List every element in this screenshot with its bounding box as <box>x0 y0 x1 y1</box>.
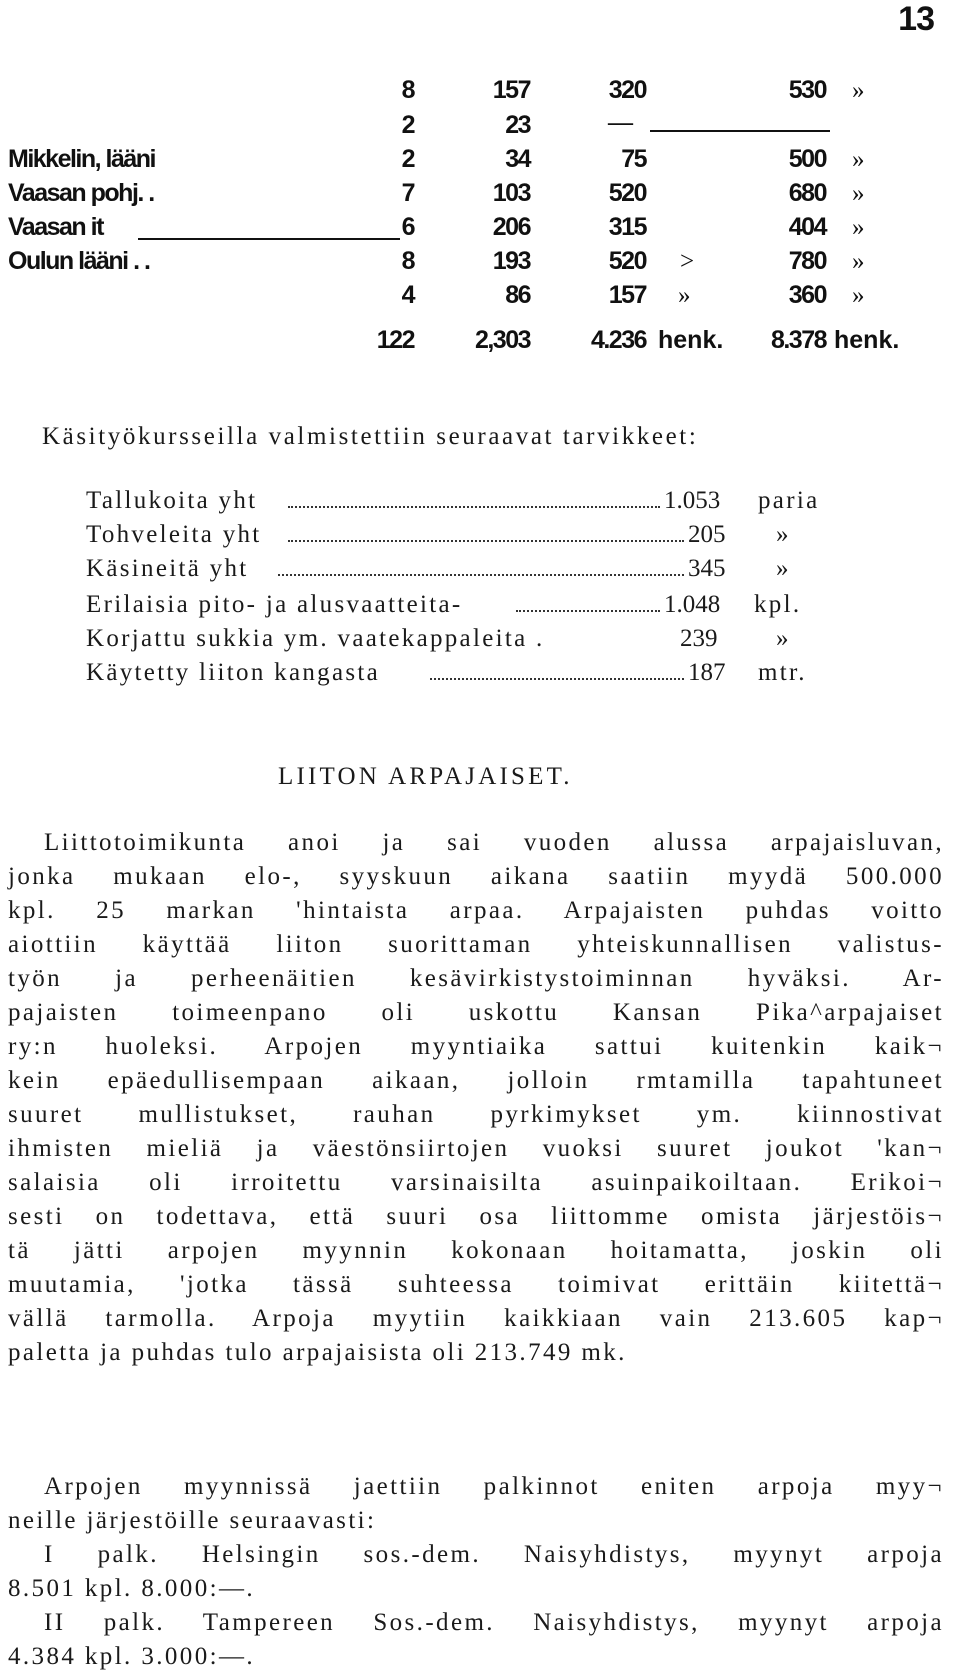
item-value: 1.053 <box>664 487 721 514</box>
item-unit: » <box>776 521 791 548</box>
table-cell: > <box>680 248 695 275</box>
leader-dots <box>278 574 684 576</box>
table-cell: 157 <box>608 281 646 309</box>
table-cell: » <box>852 180 865 207</box>
table-cell: » <box>852 146 865 173</box>
item-label: Tallukoita yht <box>86 487 258 514</box>
table-cell: 103 <box>492 179 530 207</box>
table-cell: 2 <box>401 111 414 139</box>
total-unit: henk. <box>658 326 724 354</box>
text-line: pajaisten toimeenpano oli uskottu Kansan Pika^arpajaiset <box>8 999 944 1026</box>
crafts-intro: Käsityökursseilla valmistettiin seuraavat tarvikkeet: <box>42 423 699 450</box>
table-cell: 7 <box>401 179 414 207</box>
table-cell: 320 <box>608 76 646 104</box>
table-cell: 8 <box>401 247 414 275</box>
table-cell: 157 <box>492 76 530 104</box>
item-label: Erilaisia pito- ja alusvaatteita- <box>86 591 463 618</box>
table-cell: » <box>852 248 865 275</box>
text-line: Liittotoimikunta anoi ja sai vuoden alussa arpajaisluvan, <box>44 829 944 856</box>
table-cell: 23 <box>505 111 530 139</box>
table-cell: 520 <box>608 247 646 275</box>
table-cell: 86 <box>505 281 530 309</box>
text-line: salaisia oli irroitettu varsinaisilta asuinpaikoiltaan. Erikoi¬ <box>8 1169 944 1196</box>
total-cell: 2,303 <box>474 326 530 354</box>
text-line: II palk. Tampereen Sos.-dem. Naisyhdistys, myynyt arpoja <box>44 1609 944 1636</box>
item-label: Käsineitä yht <box>86 555 249 582</box>
item-unit: mtr. <box>758 659 807 686</box>
item-value: 345 <box>688 555 726 582</box>
item-value: 1.048 <box>664 591 721 618</box>
text-line: muutamia, 'jotka tässä suhteessa toimivat erittäin kiitettä¬ <box>8 1271 944 1298</box>
page-number: 13 <box>898 0 934 38</box>
leader-dots <box>430 678 684 680</box>
row-label: Oulun lääni . . <box>8 247 150 275</box>
stats-table <box>0 0 960 400</box>
row-label: Mikkelin, lääni <box>8 145 156 173</box>
item-label: Käytetty liiton kangasta <box>86 659 381 686</box>
table-cell: » <box>678 282 691 309</box>
body-paragraph <box>8 826 944 1370</box>
item-value: 187 <box>688 659 726 686</box>
table-cell: 520 <box>608 179 646 207</box>
leader-dots <box>516 610 660 612</box>
item-unit: » <box>776 555 791 582</box>
table-cell: 6 <box>401 213 414 241</box>
table-cell: 360 <box>788 281 826 309</box>
table-cell: 404 <box>788 213 826 241</box>
table-cell: 315 <box>608 213 646 241</box>
text-line: paletta ja puhdas tulo arpajaisista oli 213.749 mk. <box>8 1339 627 1366</box>
table-cell: 4 <box>401 281 414 309</box>
table-cell: 75 <box>621 145 646 173</box>
text-line: sesti on todettava, että suuri osa liittomme omista järjestöis¬ <box>8 1203 944 1230</box>
item-label: Tohveleita yht <box>86 521 262 548</box>
table-cell: 500 <box>788 145 826 173</box>
text-line: tä jätti arpojen myynnin kokonaan hoitamatta, joskin oli <box>8 1237 944 1264</box>
text-line: kein epäedullisempaan aikaan, jolloin rmtamilla tapahtuneet <box>8 1067 944 1094</box>
text-line: kpl. 25 markan 'hintaista arpaa. Arpajaisten puhdas voitto <box>8 897 944 924</box>
table-cell: 8 <box>401 76 414 104</box>
table-cell: — <box>608 109 633 136</box>
table-rule <box>650 130 830 132</box>
total-unit: henk. <box>834 326 900 354</box>
table-cell: 780 <box>788 247 826 275</box>
table-cell: » <box>852 214 865 241</box>
table-cell: 34 <box>505 145 530 173</box>
leader-dots <box>288 506 660 508</box>
text-line: 4.384 kpl. 3.000:—. <box>8 1643 255 1670</box>
leader-dots <box>288 540 684 542</box>
table-cell: » <box>852 77 865 104</box>
text-line: vällä tarmolla. Arpoja myytiin kaikkiaan vain 213.605 kap¬ <box>8 1305 944 1332</box>
text-line: Arpojen myynnissä jaettiin palkinnot eniten arpoja myy¬ <box>44 1473 944 1500</box>
table-rule <box>138 238 400 240</box>
text-line: aiottiin käyttää liiton suorittaman yhteiskunnallisen valistus- <box>8 931 944 958</box>
text-line: ry:n huoleksi. Arpojen myyntiaika sattui kuitenkin kaik¬ <box>8 1033 944 1060</box>
item-value: 239 <box>680 625 718 652</box>
item-unit: » <box>776 625 791 652</box>
item-unit: paria <box>758 487 820 514</box>
item-unit: kpl. <box>754 591 802 618</box>
table-cell: 206 <box>492 213 530 241</box>
body-paragraph <box>8 1470 944 1674</box>
text-line: jonka mukaan elo-, syyskuun aikana saatiin myydä 500.000 <box>8 863 944 890</box>
item-label: Korjattu sukkia ym. vaatekappaleita . <box>86 625 545 652</box>
total-cell: 122 <box>376 326 414 354</box>
total-cell: 8.378 <box>770 326 826 354</box>
text-line: suuret mullistukset, rauhan pyrkimykset ym. kiinnostivat <box>8 1101 944 1128</box>
text-line: 8.501 kpl. 8.000:—. <box>8 1575 255 1602</box>
item-value: 205 <box>688 521 726 548</box>
table-cell: » <box>852 282 865 309</box>
table-cell: 530 <box>788 76 826 104</box>
text-line: työn ja perheenäitien kesävirkistystoiminnan hyväksi. Ar- <box>8 965 944 992</box>
row-label: Vaasan it <box>8 213 103 241</box>
section-title: LIITON ARPAJAISET. <box>278 763 573 790</box>
table-cell: 2 <box>401 145 414 173</box>
total-cell: 4.236 <box>590 326 646 354</box>
table-cell: 680 <box>788 179 826 207</box>
text-line: ihmisten mieliä ja väestönsiirtojen vuoksi suuret joukot 'kan¬ <box>8 1135 944 1162</box>
table-cell: 193 <box>492 247 530 275</box>
text-line: I palk. Helsingin sos.-dem. Naisyhdistys, myynyt arpoja <box>44 1541 944 1568</box>
text-line: neille järjestöille seuraavasti: <box>8 1507 377 1534</box>
row-label: Vaasan pohj. . <box>8 179 154 207</box>
